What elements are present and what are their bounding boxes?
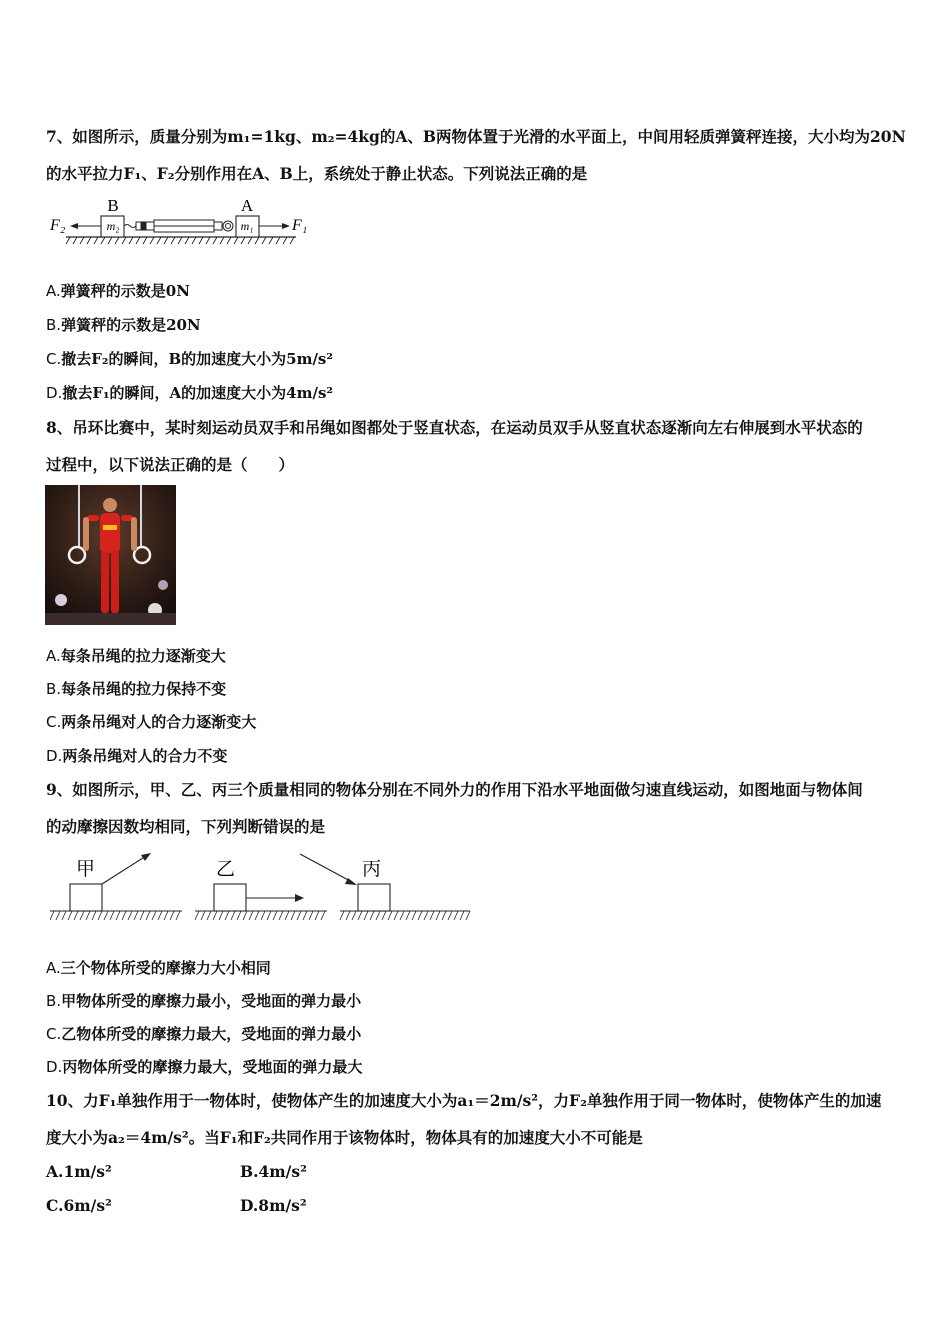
q9-stem-line-1: 9、如图所示，甲、乙、丙三个质量相同的物体分别在不同外力的作用下沿水平地面做匀速直线运动，如图地面与物体间 bbox=[46, 780, 863, 799]
force-jia-arrow bbox=[102, 856, 146, 884]
label-jia: 甲 bbox=[76, 859, 96, 880]
q7-option-b: B.弹簧秤的示数是20N bbox=[46, 316, 201, 334]
q10-option-d: D.8m/s² bbox=[240, 1196, 307, 1215]
ground-hatching bbox=[50, 911, 470, 920]
q8-option-b: B.每条吊绳的拉力保持不变 bbox=[46, 680, 227, 698]
q7-spring-scale-figure bbox=[46, 195, 316, 250]
q9-three-blocks-figure bbox=[50, 848, 475, 928]
q8-option-a: A.每条吊绳的拉力逐渐变大 bbox=[46, 647, 226, 665]
q10-stem-line-2: 度大小为a₂＝4m/s²。当F₁和F₂共同作用于该物体时，物体具有的加速度大小不可能是 bbox=[46, 1128, 643, 1147]
block-bing bbox=[358, 884, 390, 911]
q7-option-d: D.撤去F₁的瞬间，A的加速度大小为4m/s² bbox=[46, 384, 333, 402]
q8-stem-line-2: 过程中，以下说法正确的是（ ） bbox=[46, 455, 295, 474]
ground-hatching bbox=[66, 237, 294, 244]
q8-gymnast-photo bbox=[45, 485, 176, 625]
q10-option-a: A.1m/s² bbox=[46, 1162, 112, 1181]
spring-scale bbox=[124, 220, 233, 232]
q9-option-d: D.丙物体所受的摩擦力最大，受地面的弹力最大 bbox=[46, 1058, 363, 1076]
label-b: B bbox=[107, 196, 119, 215]
block-jia bbox=[70, 884, 102, 911]
q10-stem-line-1: 10、力F₁单独作用于一物体时，使物体产生的加速度大小为a₁＝2m/s²，力F₂单独作用于同一物体时，使物体产生的加速 bbox=[46, 1091, 882, 1110]
q9-option-b: B.甲物体所受的摩擦力最小，受地面的弹力最小 bbox=[46, 992, 362, 1010]
q8-option-c: C.两条吊绳对人的合力逐渐变大 bbox=[46, 713, 257, 731]
label-a: A bbox=[240, 196, 254, 215]
q8-option-d: D.两条吊绳对人的合力不变 bbox=[46, 747, 228, 765]
block-yi bbox=[214, 884, 246, 911]
mass-a-label: m₁ bbox=[240, 219, 254, 233]
q9-option-c: C.乙物体所受的摩擦力最大，受地面的弹力最小 bbox=[46, 1025, 362, 1043]
q7-stem-line-2: 的水平拉力F₁、F₂分别作用在A、B上，系统处于静止状态。下列说法正确的是 bbox=[46, 164, 588, 183]
q8-stem-line-1: 8、吊环比赛中，某时刻运动员双手和吊绳如图都处于竖直状态，在运动员双手从竖直状态逐渐向左右伸展到水平状态的 bbox=[46, 418, 863, 437]
mass-b-label: m₂ bbox=[106, 219, 120, 233]
q9-stem-line-2: 的动摩擦因数均相同，下列判断错误的是 bbox=[46, 817, 326, 836]
force-f1-label: F₁ bbox=[292, 217, 308, 234]
q7-option-c: C.撤去F₂的瞬间，B的加速度大小为5m/s² bbox=[46, 350, 333, 368]
label-bing: 丙 bbox=[362, 859, 382, 880]
q10-option-c: C.6m/s² bbox=[46, 1196, 112, 1215]
label-yi: 乙 bbox=[216, 859, 236, 880]
q7-stem-line-1: 7、如图所示，质量分别为m₁=1kg、m₂=4kg的A、B两物体置于光滑的水平面上，中间用轻质弹簧秤连接，大小均为20N bbox=[46, 127, 906, 146]
q9-option-a: A.三个物体所受的摩擦力大小相同 bbox=[46, 959, 271, 977]
q7-option-a: A.弹簧秤的示数是0N bbox=[46, 282, 190, 300]
force-f2-label: F₂ bbox=[50, 217, 66, 234]
q10-option-b: B.4m/s² bbox=[240, 1162, 307, 1181]
force-bing-arrow bbox=[300, 854, 352, 882]
